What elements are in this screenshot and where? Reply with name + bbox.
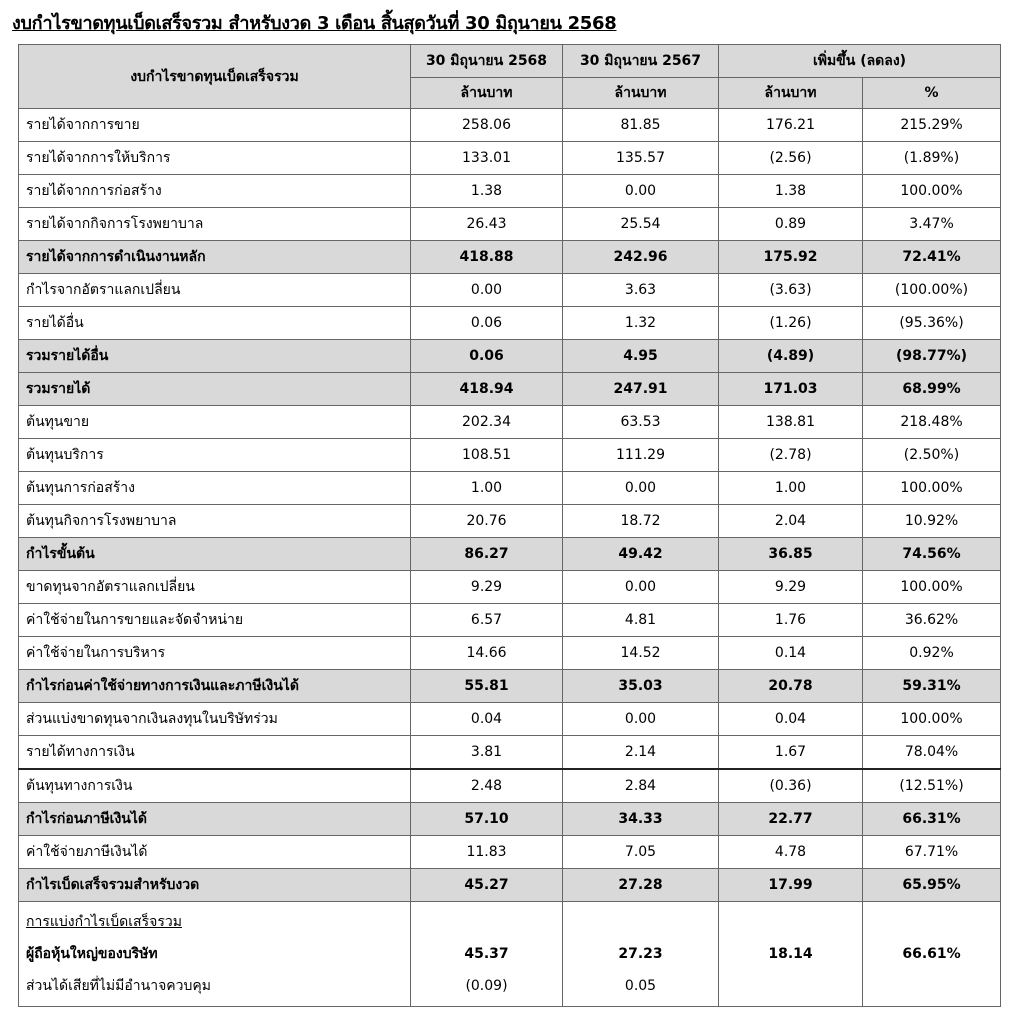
cell-change: 0.89 — [719, 208, 863, 241]
allocation-major-label: ผู้ถือหุ้นใหญ่ของบริษัท — [26, 946, 158, 962]
cell-pct: 68.99% — [863, 373, 1001, 406]
cell-2567: 81.85 — [563, 109, 719, 142]
cell-change: 20.78 — [719, 670, 863, 703]
cell-pct: 74.56% — [863, 538, 1001, 571]
cell-2567: 2.14 — [563, 736, 719, 770]
page-title: งบกำไรขาดทุนเบ็ดเสร็จรวม สำหรับงวด 3 เดือน สิ้นสุดวันที่ 30 มิถุนายน 2568 — [12, 13, 617, 34]
subtotal-row — [19, 241, 1001, 274]
cell-change: 4.78 — [719, 836, 863, 869]
row-label: กำไรขั้นต้น — [19, 538, 411, 571]
cell-pct: 67.71% — [863, 836, 1001, 869]
cell-pct: 3.47% — [863, 208, 1001, 241]
cell-2568: 133.01 — [411, 142, 563, 175]
row-label: รวมรายได้อื่น — [19, 340, 411, 373]
cell-2567: 4.81 — [563, 604, 719, 637]
table-row — [19, 109, 1001, 142]
cell-2567: 27.28 — [563, 869, 719, 902]
cell-2568: 0.06 — [411, 307, 563, 340]
cell-change: 1.38 — [719, 175, 863, 208]
cell-2567: 111.29 — [563, 439, 719, 472]
cell-change: 1.76 — [719, 604, 863, 637]
cell-2567: 135.57 — [563, 142, 719, 175]
cell-change: 22.77 — [719, 803, 863, 836]
cell-change: (2.56) — [719, 142, 863, 175]
cell-2568: 258.06 — [411, 109, 563, 142]
cell-2568: 202.34 — [411, 406, 563, 439]
cell-change: 0.04 — [719, 703, 863, 736]
allocation-change — [719, 902, 863, 1007]
cell-2568: 20.76 — [411, 505, 563, 538]
table-row — [19, 142, 1001, 175]
cell-change: (4.89) — [719, 340, 863, 373]
row-label: รวมรายได้ — [19, 373, 411, 406]
cell-pct: (98.77%) — [863, 340, 1001, 373]
cell-2568: 26.43 — [411, 208, 563, 241]
cell-2568: 11.83 — [411, 836, 563, 869]
row-label: รายได้จากการดำเนินงานหลัก — [19, 241, 411, 274]
cell-2568: 1.00 — [411, 472, 563, 505]
cell-2568: 55.81 — [411, 670, 563, 703]
allocation-major-change: 18.14 — [768, 946, 813, 962]
total-row — [19, 869, 1001, 902]
subtotal-row — [19, 670, 1001, 703]
cell-change: (3.63) — [719, 274, 863, 307]
cell-2567: 35.03 — [563, 670, 719, 703]
row-label: ส่วนแบ่งขาดทุนจากเงินลงทุนในบริษัทร่วม — [19, 703, 411, 736]
cell-change: 36.85 — [719, 538, 863, 571]
table-row — [19, 703, 1001, 736]
allocation-minor-2568: (0.09) — [465, 978, 508, 994]
cell-2567: 0.00 — [563, 472, 719, 505]
cell-change: 1.67 — [719, 736, 863, 770]
cell-2568: 418.88 — [411, 241, 563, 274]
allocation-pct — [863, 902, 1001, 1007]
row-label: กำไรก่อนค่าใช้จ่ายทางการเงินและภาษีเงินได้ — [19, 670, 411, 703]
row-label: ค่าใช้จ่ายในการบริหาร — [19, 637, 411, 670]
cell-2567: 3.63 — [563, 274, 719, 307]
cell-2568: 108.51 — [411, 439, 563, 472]
cell-2567: 49.42 — [563, 538, 719, 571]
header-unit-2568: ล้านบาท — [411, 78, 563, 109]
cell-2568: 418.94 — [411, 373, 563, 406]
row-label: ต้นทุนการก่อสร้าง — [19, 472, 411, 505]
row-label: ค่าใช้จ่ายภาษีเงินได้ — [19, 836, 411, 869]
row-label: รายได้จากการก่อสร้าง — [19, 175, 411, 208]
row-label: ต้นทุนขาย — [19, 406, 411, 439]
table-row — [19, 836, 1001, 869]
cell-2567: 0.00 — [563, 703, 719, 736]
cell-pct: 72.41% — [863, 241, 1001, 274]
cell-pct: (95.36%) — [863, 307, 1001, 340]
cell-pct: 10.92% — [863, 505, 1001, 538]
cell-change: 0.14 — [719, 637, 863, 670]
header-unit-pct: % — [863, 78, 1001, 109]
table-row — [19, 571, 1001, 604]
cell-2568: 9.29 — [411, 571, 563, 604]
cell-pct: 66.31% — [863, 803, 1001, 836]
table-row — [19, 769, 1001, 803]
allocation-major-2567: 27.23 — [618, 946, 663, 962]
allocation-major-2568: 45.37 — [464, 946, 509, 962]
cell-2567: 0.00 — [563, 571, 719, 604]
cell-pct: 65.95% — [863, 869, 1001, 902]
allocation-heading: การแบ่งกำไรเบ็ดเสร็จรวม — [26, 914, 182, 930]
cell-2567: 0.00 — [563, 175, 719, 208]
cell-2567: 25.54 — [563, 208, 719, 241]
cell-change: 2.04 — [719, 505, 863, 538]
table-row — [19, 439, 1001, 472]
cell-pct: 78.04% — [863, 736, 1001, 770]
row-label: ค่าใช้จ่ายในการขายและจัดจำหน่าย — [19, 604, 411, 637]
allocation-2568 — [411, 902, 563, 1007]
cell-2568: 0.00 — [411, 274, 563, 307]
row-label: ต้นทุนบริการ — [19, 439, 411, 472]
cell-change: 138.81 — [719, 406, 863, 439]
cell-2567: 14.52 — [563, 637, 719, 670]
cell-2567: 34.33 — [563, 803, 719, 836]
allocation-2567 — [563, 902, 719, 1007]
allocation-major-pct: 66.61% — [902, 946, 961, 962]
cell-2568: 86.27 — [411, 538, 563, 571]
cell-pct: 100.00% — [863, 703, 1001, 736]
cell-2567: 4.95 — [563, 340, 719, 373]
cell-pct: 59.31% — [863, 670, 1001, 703]
cell-2567: 247.91 — [563, 373, 719, 406]
cell-change: 176.21 — [719, 109, 863, 142]
row-label: รายได้จากกิจการโรงพยาบาล — [19, 208, 411, 241]
subtotal-row — [19, 340, 1001, 373]
row-label: รายได้จากการขาย — [19, 109, 411, 142]
cell-pct: (1.89%) — [863, 142, 1001, 175]
cell-2568: 14.66 — [411, 637, 563, 670]
row-label: รายได้จากการให้บริการ — [19, 142, 411, 175]
cell-pct: 100.00% — [863, 571, 1001, 604]
subtotal-row — [19, 538, 1001, 571]
subtotal-row — [19, 803, 1001, 836]
table-row — [19, 406, 1001, 439]
table-row — [19, 736, 1001, 770]
cell-2568: 0.06 — [411, 340, 563, 373]
cell-2568: 6.57 — [411, 604, 563, 637]
table-row — [19, 274, 1001, 307]
cell-pct: 36.62% — [863, 604, 1001, 637]
row-label: รายได้ทางการเงิน — [19, 736, 411, 770]
cell-pct: 215.29% — [863, 109, 1001, 142]
cell-2567: 242.96 — [563, 241, 719, 274]
table-row — [19, 505, 1001, 538]
cell-change: 171.03 — [719, 373, 863, 406]
row-label: รายได้อื่น — [19, 307, 411, 340]
cell-2567: 1.32 — [563, 307, 719, 340]
cell-change: 1.00 — [719, 472, 863, 505]
cell-pct: 0.92% — [863, 637, 1001, 670]
cell-change: (2.78) — [719, 439, 863, 472]
cell-change: (0.36) — [719, 769, 863, 803]
table-row — [19, 604, 1001, 637]
cell-pct: (12.51%) — [863, 769, 1001, 803]
cell-2568: 3.81 — [411, 736, 563, 770]
cell-change: (1.26) — [719, 307, 863, 340]
table-row — [19, 637, 1001, 670]
header-unit-change: ล้านบาท — [719, 78, 863, 109]
row-label: ต้นทุนกิจการโรงพยาบาล — [19, 505, 411, 538]
header-col-change: เพิ่มขึ้น (ลดลง) — [719, 45, 1001, 78]
header-corner-label: งบกำไรขาดทุนเบ็ดเสร็จรวม — [19, 45, 411, 109]
row-label: กำไรก่อนภาษีเงินได้ — [19, 803, 411, 836]
cell-2568: 57.10 — [411, 803, 563, 836]
cell-change: 175.92 — [719, 241, 863, 274]
cell-pct: 100.00% — [863, 472, 1001, 505]
cell-change: 9.29 — [719, 571, 863, 604]
cell-change: 17.99 — [719, 869, 863, 902]
cell-2568: 1.38 — [411, 175, 563, 208]
table-row — [19, 175, 1001, 208]
cell-pct: 218.48% — [863, 406, 1001, 439]
cell-pct: (2.50%) — [863, 439, 1001, 472]
cell-pct: (100.00%) — [863, 274, 1001, 307]
income-statement-table — [18, 44, 1001, 1007]
cell-2568: 0.04 — [411, 703, 563, 736]
cell-2567: 18.72 — [563, 505, 719, 538]
cell-2567: 2.84 — [563, 769, 719, 803]
allocation-row — [19, 902, 1001, 1007]
subtotal-row — [19, 373, 1001, 406]
allocation-labels — [19, 902, 411, 1007]
header-unit-2567: ล้านบาท — [563, 78, 719, 109]
row-label: กำไรเบ็ดเสร็จรวมสำหรับงวด — [19, 869, 411, 902]
allocation-minor-2567: 0.05 — [624, 978, 657, 994]
cell-pct: 100.00% — [863, 175, 1001, 208]
table-row — [19, 472, 1001, 505]
cell-2568: 45.27 — [411, 869, 563, 902]
row-label: ต้นทุนทางการเงิน — [19, 769, 411, 803]
cell-2567: 63.53 — [563, 406, 719, 439]
row-label: กำไรจากอัตราแลกเปลี่ยน — [19, 274, 411, 307]
cell-2567: 7.05 — [563, 836, 719, 869]
header-col-2568: 30 มิถุนายน 2568 — [411, 45, 563, 78]
table-row — [19, 208, 1001, 241]
row-label: ขาดทุนจากอัตราแลกเปลี่ยน — [19, 571, 411, 604]
header-col-2567: 30 มิถุนายน 2567 — [563, 45, 719, 78]
allocation-minor-label: ส่วนได้เสียที่ไม่มีอำนาจควบคุม — [26, 978, 211, 994]
cell-2568: 2.48 — [411, 769, 563, 803]
table-row — [19, 307, 1001, 340]
